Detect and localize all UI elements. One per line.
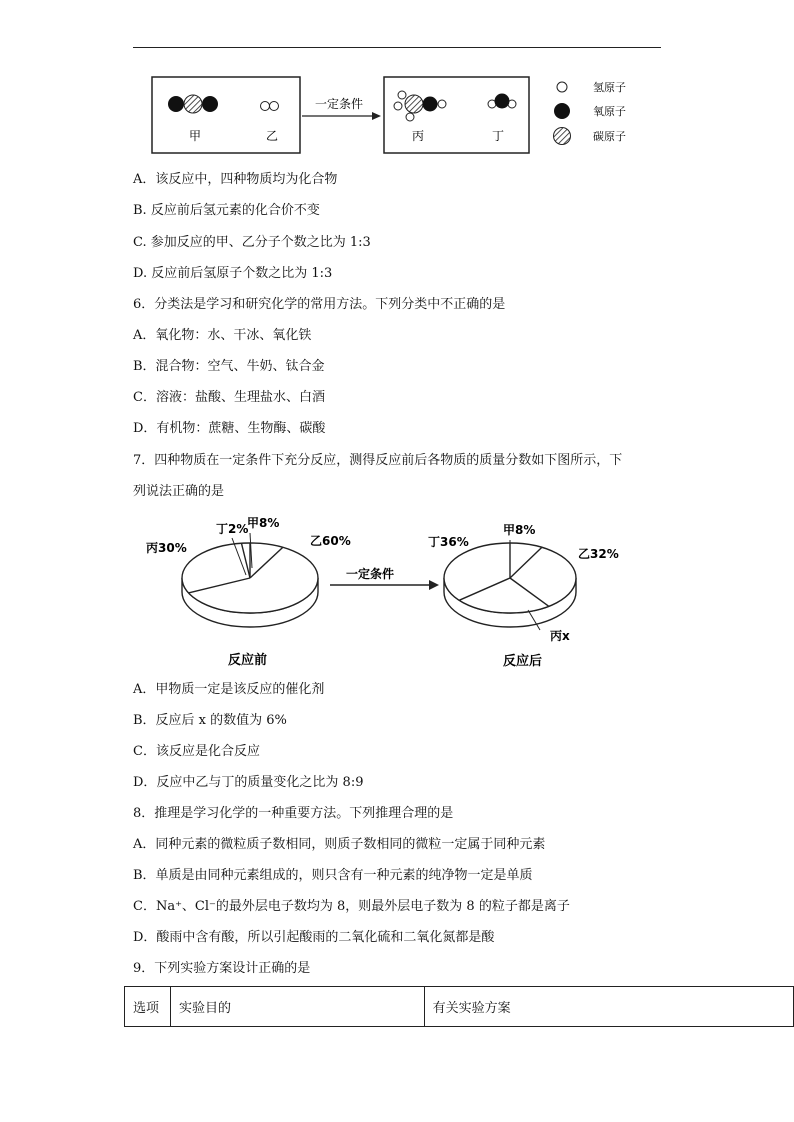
legend-hydrogen-label: 氢原子 [593, 81, 626, 94]
q7-stem-line2: 列说法正确的是 [133, 484, 225, 499]
label-ding: 丁 [492, 129, 505, 143]
pie-title: 反应前 [228, 653, 268, 668]
q6-option-b: B．混合物：空气、牛奶、钛合金 [133, 359, 325, 374]
chart-arrow-label: 一定条件 [346, 567, 395, 581]
pie-label-甲: 甲8% [503, 523, 536, 537]
label-jia: 甲 [189, 129, 202, 143]
q6-option-d: D．有机物：蔗糖、生物酶、碳酸 [133, 421, 326, 436]
q8-option-c: C．Na⁺、Cl⁻的最外层电子数均为 8，则最外层电子数为 8 的粒子都是离子 [133, 899, 570, 914]
table-header-row [125, 987, 794, 1027]
table-header-purpose: 实验目的 [170, 987, 424, 1027]
table-header-scheme: 有关实验方案 [424, 987, 793, 1027]
pie-label-乙: 乙60% [310, 534, 351, 548]
arrow-label: 一定条件 [315, 97, 364, 111]
pie-label-乙: 乙32% [578, 547, 619, 561]
q7-option-d: D．反应中乙与丁的质量变化之比为 8:9 [133, 775, 364, 790]
pie-chart-after [428, 523, 619, 669]
q9-table [124, 986, 794, 1027]
label-bing: 丙 [412, 129, 425, 143]
q6-option-a: A．氧化物：水、干冰、氧化铁 [133, 328, 312, 343]
q7-option-b: B．反应后 x 的数值为 6% [133, 713, 287, 728]
label-yi: 乙 [266, 129, 279, 143]
q9-stem: 9．下列实验方案设计正确的是 [133, 961, 311, 976]
q7-stem-line1: 7．四种物质在一定条件下充分反应，测得反应前后各物质的质量分数如下图所示，下 [133, 453, 623, 468]
pie-title: 反应后 [503, 654, 543, 669]
legend-oxygen-label: 氧原子 [593, 105, 626, 118]
pie-label-丁: 丁36% [428, 535, 469, 549]
table-header-option: 选项 [125, 987, 171, 1027]
q8-option-a: A．同种元素的微粒质子数相同，则质子数相同的微粒一定属于同种元素 [133, 837, 546, 852]
pie-label-丙: 丙x [550, 629, 570, 643]
chart-arrow-head [429, 580, 439, 590]
q7-option-a: A．甲物质一定是该反应的催化剂 [133, 682, 325, 697]
pie-label-丙: 丙30% [146, 541, 187, 555]
q8-option-b: B．单质是由同种元素组成的，则只含有一种元素的纯净物一定是单质 [133, 868, 533, 883]
pie-label-甲: 甲8% [247, 516, 280, 530]
pie-chart-before [146, 516, 351, 668]
legend-carbon-label: 碳原子 [593, 130, 626, 143]
q5-option-d: D. 反应前后氢原子个数之比为 1:3 [133, 266, 333, 281]
q6-option-c: C．溶液：盐酸、生理盐水、白酒 [133, 390, 325, 405]
q7-option-c: C．该反应是化合反应 [133, 744, 260, 759]
q5-option-c: C. 参加反应的甲、乙分子个数之比为 1:3 [133, 235, 371, 250]
q6-stem: 6．分类法是学习和研究化学的常用方法。下列分类中不正确的是 [133, 297, 506, 312]
pie-label-丁: 丁2% [216, 522, 249, 536]
q5-option-b: B. 反应前后氢元素的化合价不变 [133, 203, 320, 218]
q5-option-a: A．该反应中，四种物质均为化合物 [133, 172, 338, 187]
q8-option-d: D．酸雨中含有酸，所以引起酸雨的二氧化硫和二氧化氮都是酸 [133, 930, 495, 945]
q8-stem: 8．推理是学习化学的一种重要方法。下列推理合理的是 [133, 806, 454, 821]
